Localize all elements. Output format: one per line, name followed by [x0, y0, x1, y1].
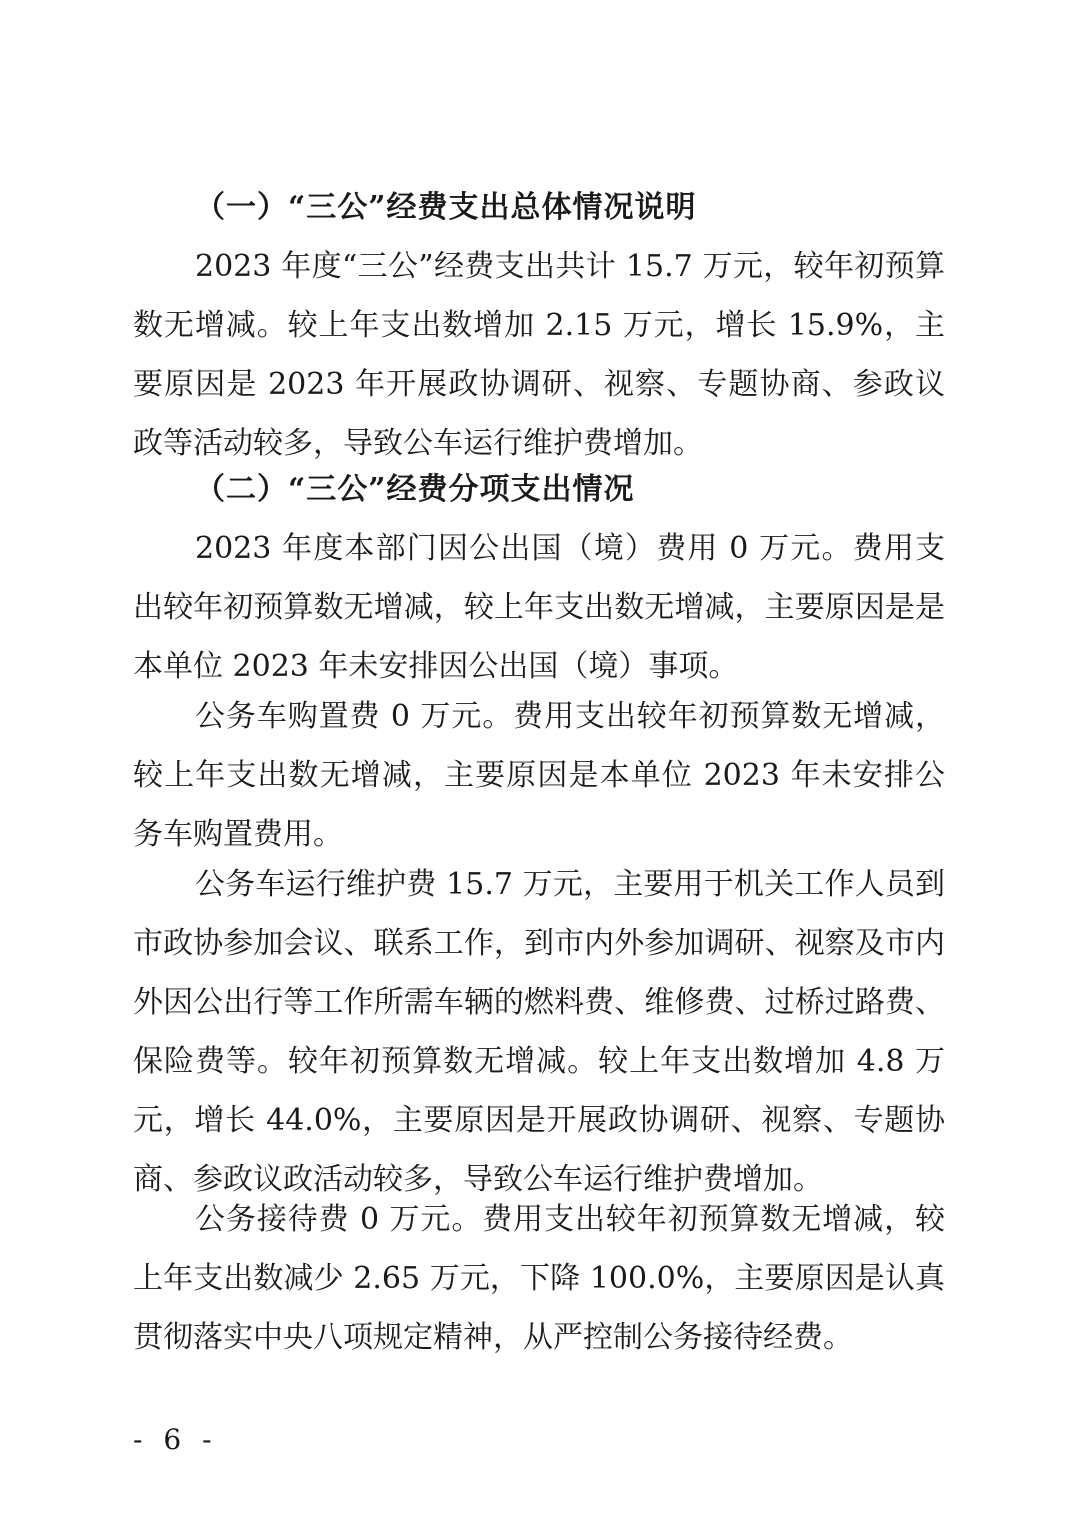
paragraph-overall-expenditure: 2023 年度“三公”经费支出共计 15.7 万元，较年初预算数无增减。较上年支出数增加 2.15 万元，增长 15.9%，主要原因是 2023 年开展政协调研、视察、专题协商、参政议政等活动较多，导致公车运行维护费增加。	[133, 249, 945, 461]
paragraph-reception: 公务接待费 0 万元。费用支出较年初预算数无增减，较上年支出数减少 2.65 万元，下降 100.0%，主要原因是认真贯彻落实中央八项规定精神，从严控制公务接待经费。	[133, 1202, 945, 1355]
paragraph-vehicle-operation: 公务车运行维护费 15.7 万元，主要用于机关工作人员到市政协参加会议、联系工作，到市内外参加调研、视察及市内外因公出行等工作所需车辆的燃料费、维修费、过桥过路费、保险费等。较年初预算数无增减。较上年支出数增加 4.8 万元，增长 44.0%，主要原因是开展政协调研、视察、专题协商、参政议政活动较多，导致公车运行维护费增加。	[133, 867, 945, 1197]
paragraph-overseas-travel: 2023 年度本部门因公出国（境）费用 0 万元。费用支出较年初预算数无增减，较上年支出数无增减，主要原因是是本单位 2023 年未安排因公出国（境）事项。	[133, 531, 945, 684]
section-heading-overall: （一）“三公”经费支出总体情况说明	[195, 190, 697, 225]
page-number: - 6 -	[133, 1423, 218, 1456]
section-heading-itemized: （二）“三公”经费分项支出情况	[195, 472, 635, 507]
paragraph-vehicle-purchase: 公务车购置费 0 万元。费用支出较年初预算数无增减，较上年支出数无增减，主要原因是本单位 2023 年未安排公务车购置费用。	[133, 699, 945, 852]
